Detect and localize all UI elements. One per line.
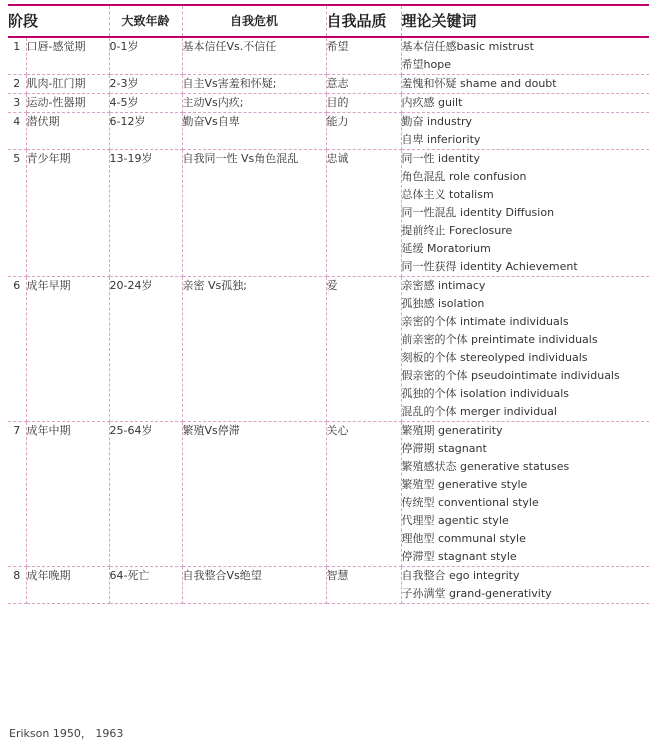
term-item: 同一性混乱 identity Diffusion (401, 206, 555, 219)
stage-name: 成年晚期 (26, 567, 109, 604)
stage-crisis: 亲密 Vs孤独; (182, 277, 326, 422)
table-row (8, 113, 649, 150)
table-row (8, 150, 649, 277)
stage-quality: 智慧 (326, 567, 401, 604)
stage-quality: 意志 (326, 75, 401, 94)
term-item: 同一性获得 identity Achievement (401, 260, 578, 273)
stage-quality: 目的 (326, 94, 401, 113)
stage-age: 20-24岁 (109, 277, 182, 422)
table-body (8, 37, 649, 604)
stage-age: 64-死亡 (109, 567, 182, 604)
header-terms: 理论关键词 (401, 5, 649, 37)
stage-name: 口唇-感觉期 (26, 37, 109, 75)
term-item: 停滞期 stagnant (401, 442, 487, 455)
term-item: 繁殖期 generatirity (401, 424, 503, 437)
stage-crisis: 自我同一性 Vs角色混乱 (182, 150, 326, 277)
stage-age: 4-5岁 (109, 94, 182, 113)
term-item: 角色混乱 role confusion (401, 170, 527, 183)
table-row (8, 422, 649, 567)
term-item: 繁殖感状态 generative statuses (401, 460, 570, 473)
stage-terms (401, 422, 649, 567)
term-item: 刻板的个体 stereolyped individuals (401, 351, 588, 364)
erikson-stages-table (8, 4, 649, 604)
stage-crisis: 繁殖Vs停滞 (182, 422, 326, 567)
term-item: 理他型 communal style (401, 532, 526, 545)
term-item: 前亲密的个体 preintimate individuals (401, 333, 598, 346)
stage-number: 7 (8, 422, 26, 567)
term-item: 勤奋 industry (401, 115, 473, 128)
stage-number: 8 (8, 567, 26, 604)
term-item: 孤独的个体 isolation individuals (401, 387, 570, 400)
term-item: 子孙满堂 grand-generativity (401, 587, 552, 600)
term-item: 假亲密的个体 pseudointimate individuals (401, 369, 620, 382)
term-item: 停滞型 stagnant style (401, 550, 517, 563)
table-row (8, 567, 649, 604)
stage-terms (401, 150, 649, 277)
stage-number: 6 (8, 277, 26, 422)
term-item: 总体主义 totalism (401, 188, 494, 201)
term-item: 基本信任感basic mistrust (401, 40, 534, 53)
header-stage: 阶段 (8, 5, 109, 37)
term-item: 延缓 Moratorium (401, 242, 491, 255)
stage-quality: 爱 (326, 277, 401, 422)
stage-terms (401, 37, 649, 75)
term-item: 混乱的个体 merger individual (401, 405, 557, 418)
table-header-row (8, 5, 649, 37)
term-item: 传统型 conventional style (401, 496, 539, 509)
stage-terms (401, 75, 649, 94)
stage-name: 青少年期 (26, 150, 109, 277)
table-row (8, 75, 649, 94)
citation: Erikson 1950， 1963 (9, 727, 124, 740)
term-item: 自我整合 ego integrity (401, 569, 520, 582)
header-age: 大致年龄 (109, 5, 182, 37)
term-item: 自卑 inferiority (401, 133, 481, 146)
stage-age: 25-64岁 (109, 422, 182, 567)
term-item: 繁殖型 generative style (401, 478, 528, 491)
stage-terms (401, 113, 649, 150)
stage-number: 1 (8, 37, 26, 75)
stage-crisis: 基本信任Vs.不信任 (182, 37, 326, 75)
stage-age: 0-1岁 (109, 37, 182, 75)
stage-terms (401, 277, 649, 422)
stage-name: 潜伏期 (26, 113, 109, 150)
table-row (8, 94, 649, 113)
stage-number: 3 (8, 94, 26, 113)
stage-number: 5 (8, 150, 26, 277)
table-row (8, 277, 649, 422)
stage-terms (401, 94, 649, 113)
stage-terms (401, 567, 649, 604)
stage-quality: 希望 (326, 37, 401, 75)
stage-name: 肌肉-肛门期 (26, 75, 109, 94)
stage-name: 运动-性器期 (26, 94, 109, 113)
header-quality: 自我品质 (326, 5, 401, 37)
term-item: 亲密感 intimacy (401, 279, 486, 292)
stage-quality: 忠诚 (326, 150, 401, 277)
term-item: 希望hope (401, 58, 451, 71)
stage-crisis: 自我整合Vs绝望 (182, 567, 326, 604)
stage-crisis: 勤奋Vs自卑 (182, 113, 326, 150)
stage-crisis: 主动Vs内疚; (182, 94, 326, 113)
term-item: 内疚感 guilt (401, 96, 463, 109)
stage-number: 2 (8, 75, 26, 94)
stage-crisis: 自主Vs害羞和怀疑; (182, 75, 326, 94)
stage-name: 成年早期 (26, 277, 109, 422)
term-item: 孤独感 isolation (401, 297, 485, 310)
stage-quality: 关心 (326, 422, 401, 567)
term-item: 代理型 agentic style (401, 514, 509, 527)
table-row (8, 37, 649, 75)
stage-age: 2-3岁 (109, 75, 182, 94)
term-item: 羞愧和怀疑 shame and doubt (401, 77, 557, 90)
stage-quality: 能力 (326, 113, 401, 150)
stage-number: 4 (8, 113, 26, 150)
term-item: 提前终止 Foreclosure (401, 224, 513, 237)
term-item: 亲密的个体 intimate individuals (401, 315, 569, 328)
stage-age: 13-19岁 (109, 150, 182, 277)
term-item: 同一性 identity (401, 152, 480, 165)
stage-age: 6-12岁 (109, 113, 182, 150)
header-crisis: 自我危机 (182, 5, 326, 37)
stage-name: 成年中期 (26, 422, 109, 567)
